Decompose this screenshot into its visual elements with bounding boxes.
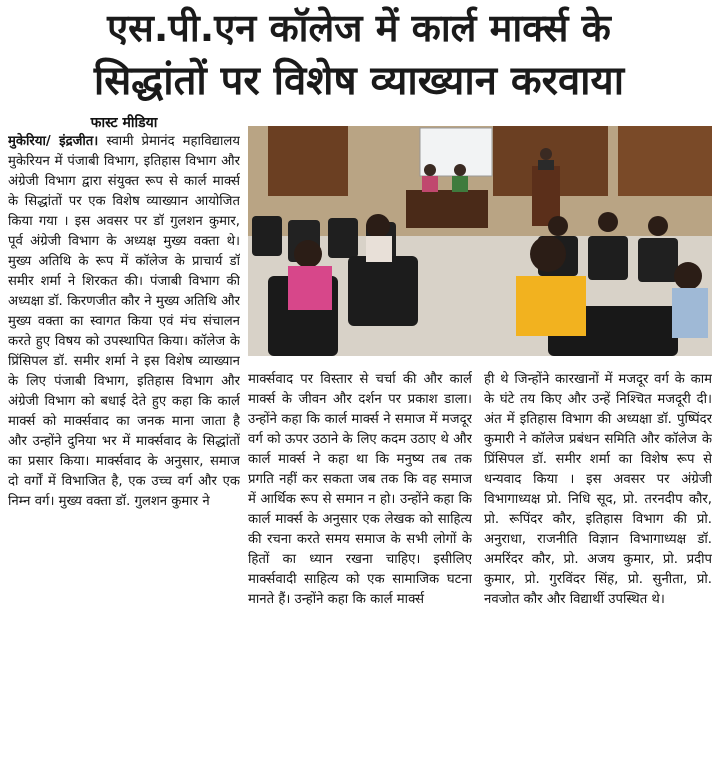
column-3-text: ही थे जिन्होंने कारखानों में मजदूर वर्ग के काम के घंटे तय किए और उन्हें निश्चित मजदूरी दी। अंत में इतिहास विभाग की अध्यक्षा डॉ. पुष्पिंदर कुमारी ने कॉलेज प्रबंधन समिति और कॉलेज के प्रिंसिपल डॉ. समीर शर्मा का विशेष रूप से धन्यवाद किया । इस अवसर पर अंग्रेजी विभागाध्यक्ष प्रो. निधि सूद, प्रो. तरनदीप कौर, प्रो. रूपिंदर कौर, इतिहास विभाग की प्रो. अनुराधा, राजनीति विज्ञान विभागाध्यक्ष डॉ. अमरिंदर कौर, प्रो. अजय कुमार, प्रो. प्रदीप कुमार, प्रो. गुरविंदर सिंह, प्रो. सुनीता, प्रो. नवजोत कौर और विद्यार्थी उपस्थित थे। <box>484 372 712 607</box>
column-2-text: मार्क्सवाद पर विस्तार से चर्चा की और कार्ल मार्क्स के जीवन और दर्शन पर प्रकाश डाला। उन्होंने कहा कि कार्ल मार्क्स ने समाज में मजदूर वर्ग को ऊपर उठाने के लिए कदम उठाए थे और कार्ल मार्क्स ने कहा था कि मनुष्य तब तक प्रगति नहीं कर सकता जब तक कि वह समाज में आर्थिक रूप से समान न हो। उन्होंने कहा कि कार्ल मार्क्स के अनुसार एक लेखक को साहित्य की रचना करते समय समाज के सभी लोगों के हितों का ध्यान रखना चाहिए। इसीलिए मार्क्सवादी साहित्य को एक सामाजिक घटना मानते हैं। उन्होंने कहा कि कार्ल मार्क्स <box>248 372 472 607</box>
headline-line-1: एस.पी.एन कॉलेज में कार्ल मार्क्स के <box>107 6 611 50</box>
article-column-3 <box>484 370 712 750</box>
photo-illustration <box>248 126 712 356</box>
dateline: मुकेरिया/ इंद्रजीत। <box>8 134 99 149</box>
article-column-1 <box>8 132 240 750</box>
guest-head <box>454 164 466 176</box>
guest-body <box>422 176 438 192</box>
headline-line-2: सिद्धांतों पर विशेष व्याख्यान करवाया <box>93 58 625 104</box>
speaker-body <box>538 160 554 170</box>
speaker-head <box>540 148 552 160</box>
guest-head <box>424 164 436 176</box>
guest-body <box>452 176 468 192</box>
column-1-text: स्वामी प्रेमानंद महाविद्यालय मुकेरियन में पंजाबी विभाग, इतिहास विभाग और अंग्रेजी विभाग द्वारा संयुक्त रूप से कार्ल मार्क्स के सिद्धांतों पर एक विशेष व्याख्यान आयोजित किया गया । इस अवसर पर डॉ गुलशन कुमार, पूर्व अंग्रेजी विभाग के अध्यक्ष मुख्य वक्ता थे।मुख्य अतिथि के रूप में कॉलेज के प्राचार्य डॉ समीर शर्मा ने शिरकत की। पंजाबी विभाग की अध्यक्षा डॉ. किरणजीत कौर ने मुख्य अतिथि और मुख्य वक्ता का स्वागत किया एवं मंच संचालन करते हुए विषय को उपस्थापित किया। कॉलेज के प्रिंसिपल डॉ. समीर शर्मा ने इस विशेष व्याख्यान के लिए पंजाबी विभाग, इतिहास विभाग और अंग्रेजी विभाग को बधाई देते हुए कहा कि कार्ल मार्क्स को मार्क्सवाद का जनक माना जाता है और उन्होंने दुनिया भर में मार्क्सवाद के सिद्धांतों का प्रसार किया। मार्क्सवाद के अनुसार, समाज दो वर्गों में विभाजित है, एक उच्च वर्ग और एक निम्न वर्ग। मुख्य वक्ता डॉ. गुलशन कुमार ने <box>8 134 240 509</box>
byline: फास्ट मीडिया <box>90 115 158 131</box>
article-column-2 <box>248 370 472 750</box>
stage-table <box>406 190 488 228</box>
wood-panel-far-right <box>618 126 712 196</box>
wood-panel-left <box>268 126 348 196</box>
lecture-hall-photo <box>248 126 712 356</box>
